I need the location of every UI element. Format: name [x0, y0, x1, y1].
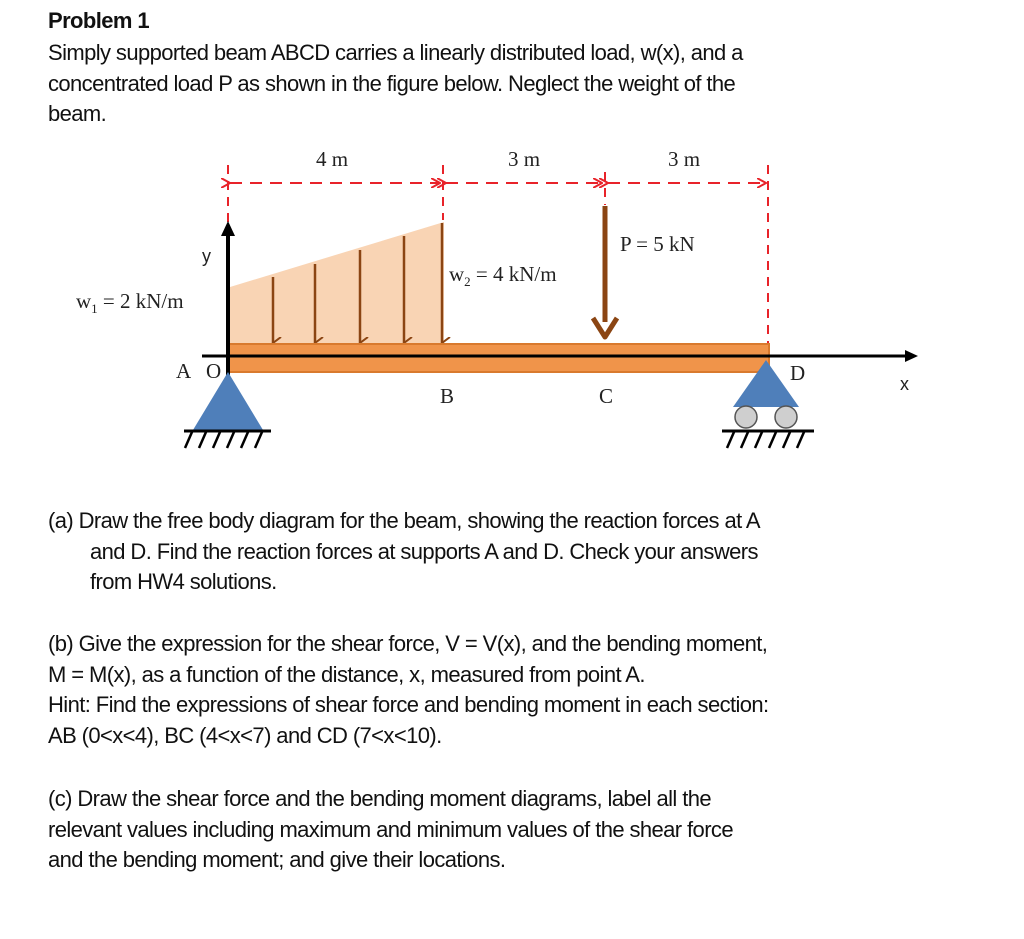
part-a-line: and D. Find the reaction forces at supports A and D. Check your answers: [90, 538, 758, 564]
distributed-load-area: [230, 222, 444, 350]
pin-support-a: [184, 372, 271, 448]
part-a: [48, 506, 948, 598]
part-b: [48, 629, 968, 751]
point-c-label: C: [599, 384, 614, 408]
w2-label: $w_2 = 4$ kN/m: [449, 262, 557, 289]
point-b-label: B: [440, 384, 455, 408]
statement-line: concentrated load P as shown in the figure below. Neglect the weight of the: [48, 70, 736, 96]
part-c-line: relevant values including maximum and minimum values of the shear force: [48, 816, 733, 842]
part-c: [48, 784, 948, 876]
part-c-line: and the bending moment; and give their locations.: [48, 847, 506, 872]
part-b-line: (b) Give the expression for the shear force, V = V(x), and the bending moment,: [48, 631, 768, 656]
part-a-line: (a) Draw the free body diagram for the beam, showing the reaction forces at A: [48, 508, 760, 533]
p-load-label: P = 5 kN: [620, 232, 695, 256]
statement-line: beam.: [48, 101, 107, 126]
w1-label: $w_1 = 2$ kN/m: [76, 289, 184, 316]
statement-line: Simply supported beam ABCD carries a linearly distributed load, w(x), and a: [48, 40, 743, 65]
beam: [229, 344, 769, 372]
origin-label: O: [206, 359, 222, 383]
part-c-line: (c) Draw the shear force and the bending moment diagrams, label all the: [48, 786, 711, 811]
dimension-label-cd: 3 m: [668, 147, 701, 171]
part-a-line: from HW4 solutions.: [90, 569, 277, 594]
point-load-arrow: [593, 206, 617, 337]
y-axis-label: y: [202, 246, 211, 266]
dimension-label-ab: 4 m: [316, 147, 349, 171]
problem-title: Problem 1: [48, 8, 149, 33]
dimension-label-bc: 3 m: [508, 147, 541, 171]
part-b-line: M = M(x), as a function of the distance, x, measured from point A.: [48, 661, 645, 687]
part-b-sections: AB (0<x<4), BC (4<x<7) and CD (7<x<10).: [48, 722, 442, 748]
part-b-hint: Hint: Find the expressions of shear force and bending moment in each section:: [48, 692, 769, 717]
x-axis-label: x: [900, 374, 909, 394]
point-a-label: A: [176, 359, 192, 383]
point-d-label: D: [790, 361, 806, 385]
